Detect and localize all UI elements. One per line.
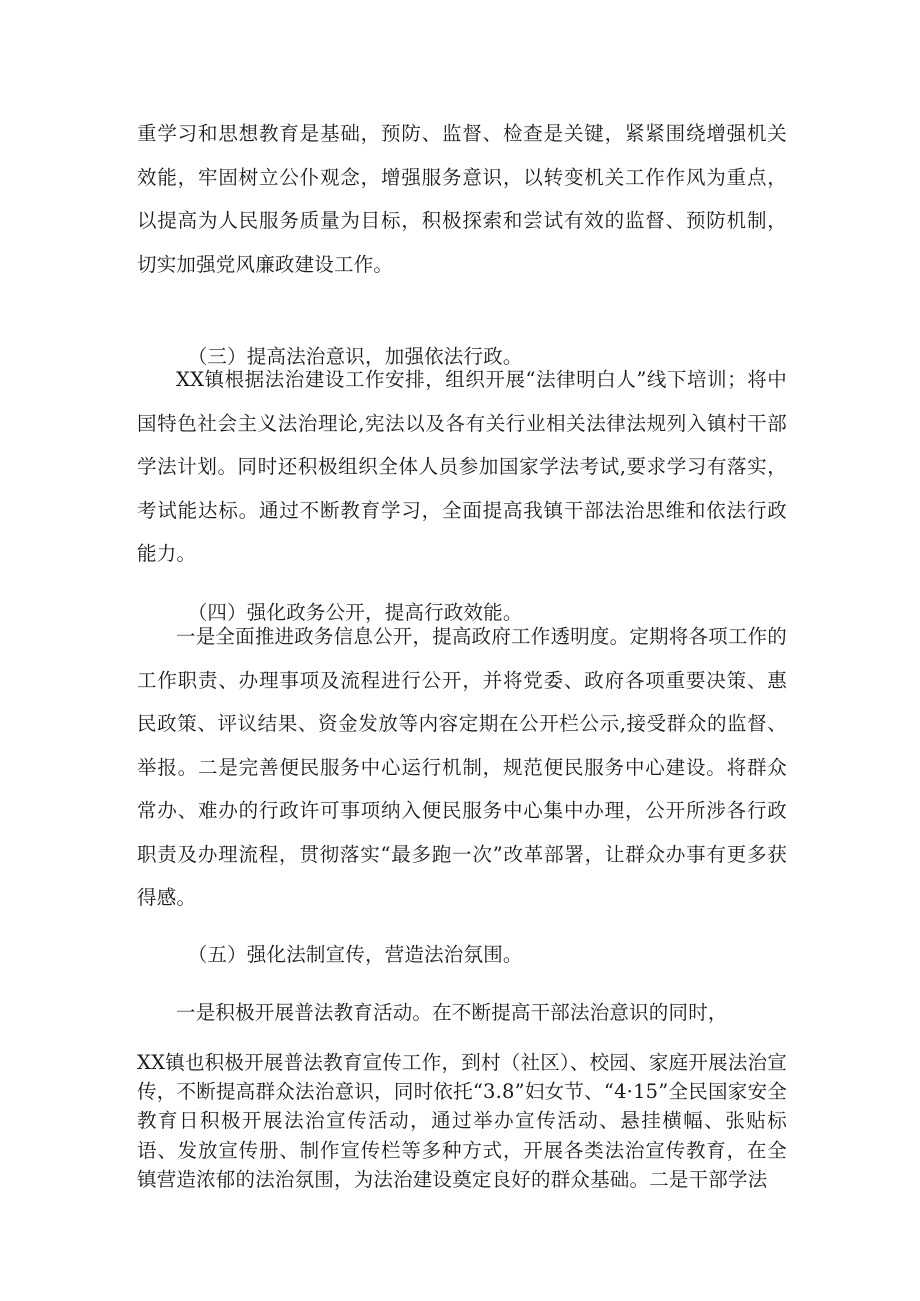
paragraph-rule-of-law-training: XX镇根据法治建设工作安排，组织开展“法律明白人”线下培训；将中国特色社会主义法治理论,宪法以及各有关行业相关法律法规列入镇村干部学法计划。同时还积极组织全体人员参加国家学法考试,要求学习有落实，考试能达标。通过不断教育学习，全面提高我镇干部法治思维和依法行政能力。	[137, 368, 787, 565]
section-heading-3: （三）提高法治意识，加强依法行政。	[187, 345, 523, 368]
paragraph-legal-education-intro: 一是积极开展普法教育活动。在不断提高干部法治意识的同时，	[176, 1001, 728, 1024]
section-heading-5: （五）强化法制宣传，营造法治氛围。	[187, 943, 523, 966]
paragraph-legal-publicity: XX镇也积极开展普法教育宣传工作，到村（社区）、校园、家庭开展法治宣传，不断提高群众法治意识，同时依托“3.8”妇女节、“4·15”全民国家安全教育日积极开展法治宣传活动，通过举办宣传活动、悬挂横幅、张贴标语、发放宣传册、制作宣传栏等多种方式，开展各类法治宣传教育，在全镇营造浓郁的法治氛围，为法治建设奠定良好的群众基础。二是干部学法	[137, 1051, 787, 1191]
paragraph-party-conduct: 重学习和思想教育是基础，预防、监督、检查是关键，紧紧围绕增强机关效能，牢固树立公仆观念，增强服务意识，以转变机关工作作风为重点，以提高为人民服务质量为目标，积极探索和尝试有效的监督、预防机制，切实加强党风廉政建设工作。	[137, 122, 787, 276]
paragraph-government-transparency: 一是全面推进政务信息公开，提高政府工作透明度。定期将各项工作的工作职责、办理事项及流程进行公开，并将党委、政府各项重要决策、惠民政策、评议结果、资金发放等内容定期在公开栏公示,接受群众的监督、举报。二是完善便民服务中心运行机制，规范便民服务中心建设。将群众常办、难办的行政许可事项纳入便民服务中心集中办理，公开所涉各行政职责及办理流程，贯彻落实“最多跑一次”改革部署，让群众办事有更多获得感。	[137, 625, 787, 909]
section-heading-4: （四）强化政务公开，提高行政效能。	[187, 601, 523, 624]
